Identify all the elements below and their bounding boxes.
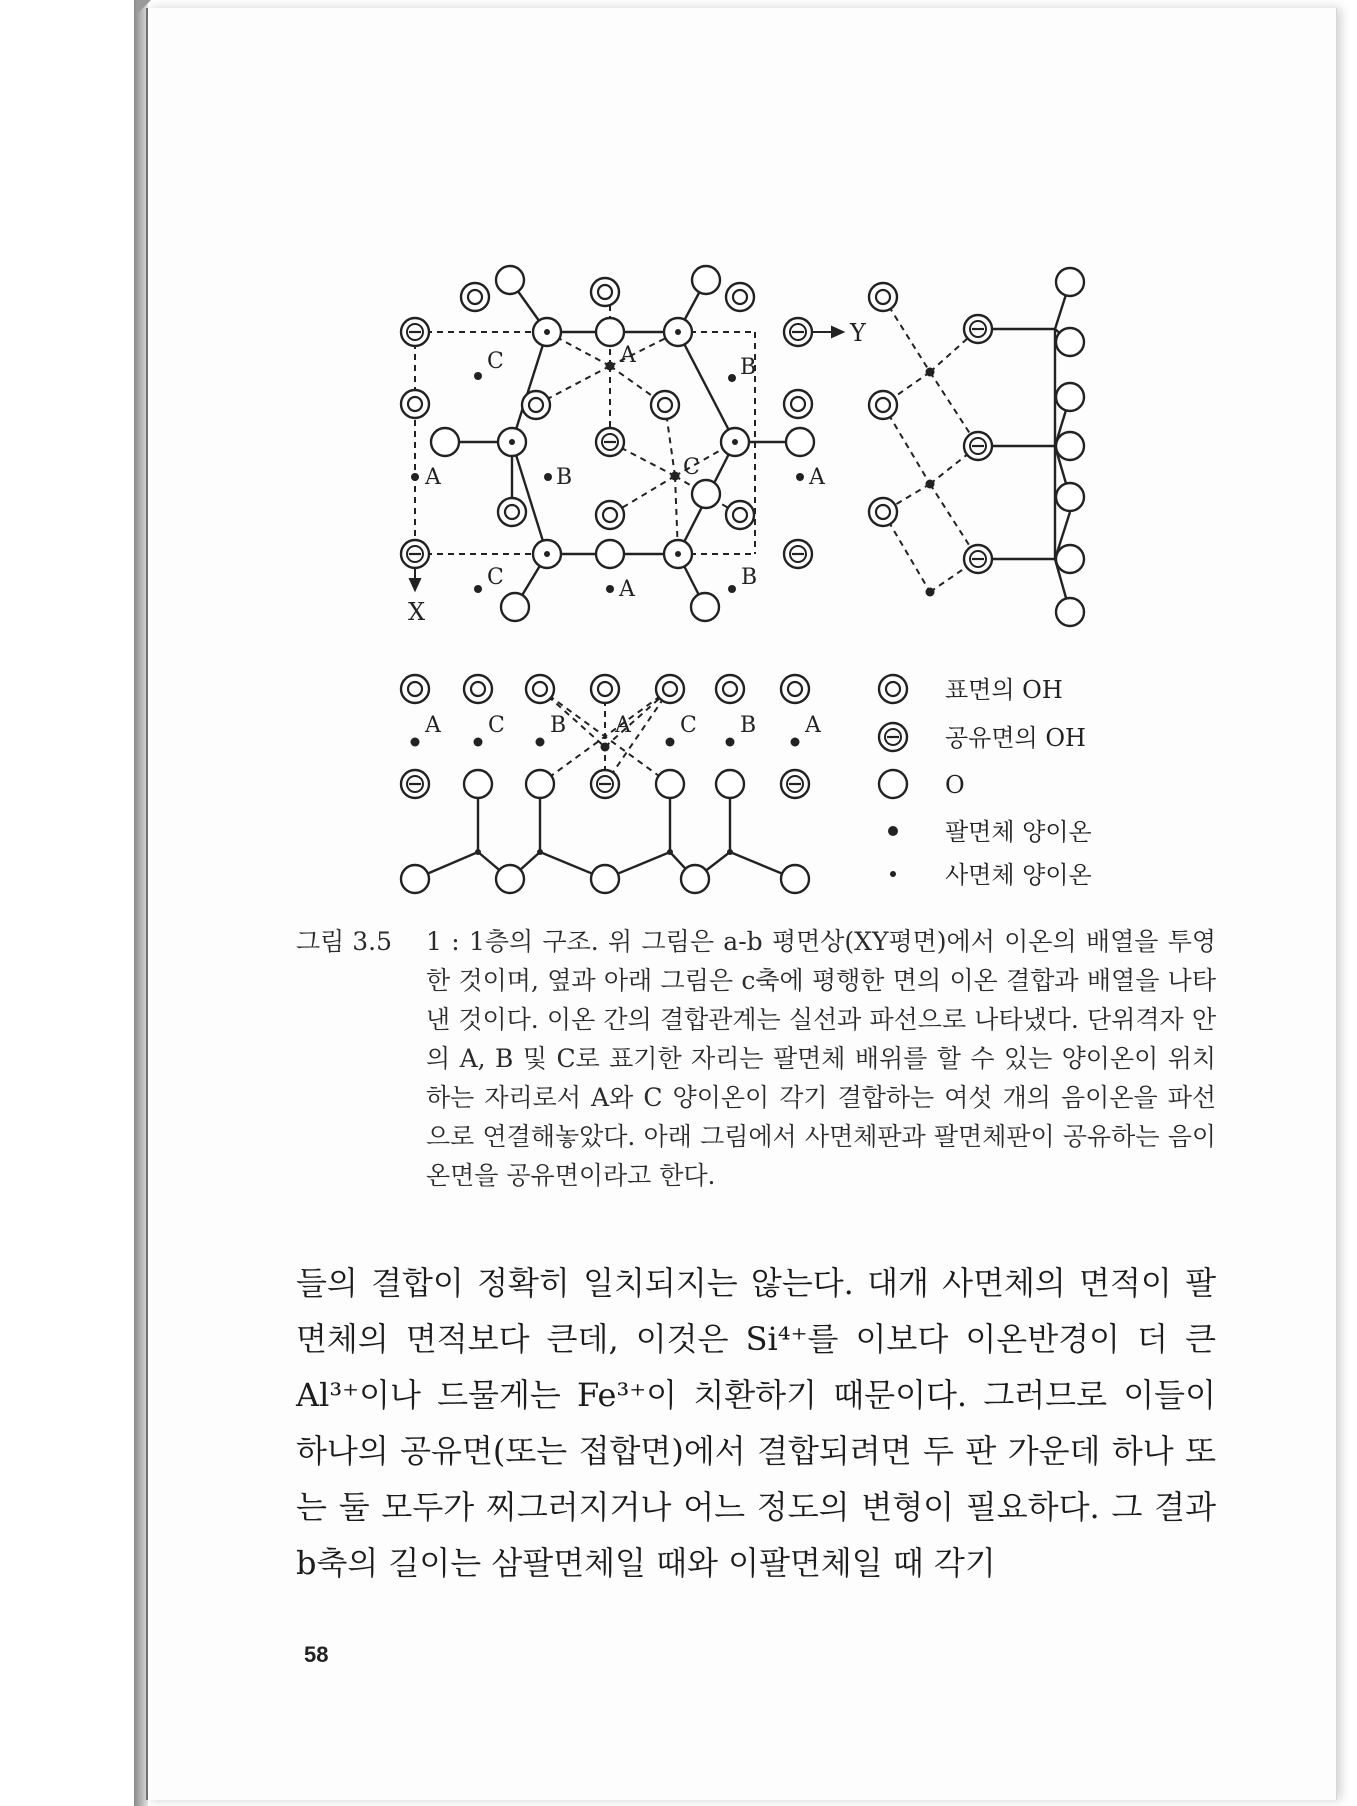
site-label-a: A [620,343,636,368]
site-label-b: B [556,465,573,490]
site-label-a: A [809,465,825,490]
section-view-projection [401,675,822,893]
page-number: 58 [304,1642,329,1667]
site-label-b: B [741,565,758,590]
site-label-a: A [425,465,441,490]
site-label-b: B [550,713,567,738]
site-label-b: B [740,713,757,738]
legend-label-shared-oh: 공유면의 OH [945,724,1086,752]
plan-view-projection [401,266,867,626]
x-axis-label: X [408,598,426,626]
body-text [296,1255,1216,1591]
site-label-c: C [680,713,697,738]
legend-oxygen-symbol [879,770,907,798]
site-label-a: A [615,713,631,738]
site-label-c: C [488,713,505,738]
body-paragraph: 들의 결합이 정확히 일치되지는 않는다. 대개 사면체의 면적이 팔면체의 면적보다 큰데, 이것은 Si⁴⁺를 이보다 이온반경이 더 큰 Al³⁺이나 드물게는 Fe³⁺이 치환하기 때문이다. 그러므로 이들이 하나의 공유면(또는 접합면)에서 결합되려면 두 판 가운데 하나 또는 둘 모두가 찌그러지거나 어느 정도의 변형이 필요하다. 그 결과 b축의 길이는 삼팔면체일 때와 이팔면체일 때 각기 [296,1264,1216,1582]
legend-label-tetrahedral: 사면체 양이온 [945,861,1092,889]
side-view-projection [869,268,1084,626]
site-label-a: A [619,577,635,602]
legend [879,675,1092,889]
legend-surface-oh-symbol [879,675,907,703]
site-label-c: C [683,455,700,480]
caption-label: 그림 3.5 [296,927,393,956]
site-label-a: A [425,713,441,738]
site-label-c: C [487,565,504,590]
legend-label-octahedral: 팔면체 양이온 [945,818,1092,846]
legend-shared-oh-symbol [879,723,907,751]
site-label-c: C [487,349,504,374]
legend-tetrahedral-symbol [890,871,896,877]
y-axis-label: Y [850,319,866,347]
legend-label-surface-oh: 표면의 OH [945,676,1063,704]
legend-label-oxygen: O [945,771,965,799]
kaolinite-structure-figure [395,262,1135,902]
site-label-b: B [740,355,757,380]
site-label-a: A [805,713,821,738]
legend-octahedral-symbol [888,826,898,836]
caption-text: 1 : 1층의 구조. 위 그림은 a-b 평면상(XY평면)에서 이온의 배열을 투영한 것이며, 옆과 아래 그림은 c축에 평행한 면의 이온 결합과 배열을 나타낸 것이다. 이온 간의 결합관계는 실선과 파선으로 나타냈다. 단위격자 안의 A, B 및 C로 표기한 자리는 팔면체 배위를 할 수 있는 양이온이 위치하는 자리로서 A와 C 양이온이 각기 결합하는 여섯 개의 음이온을 파선으로 연결해놓았다. 아래 그림에서 사면체판과 팔면체판이 공유하는 음이온면을 공유면이라고 한다. [426,927,1216,1190]
